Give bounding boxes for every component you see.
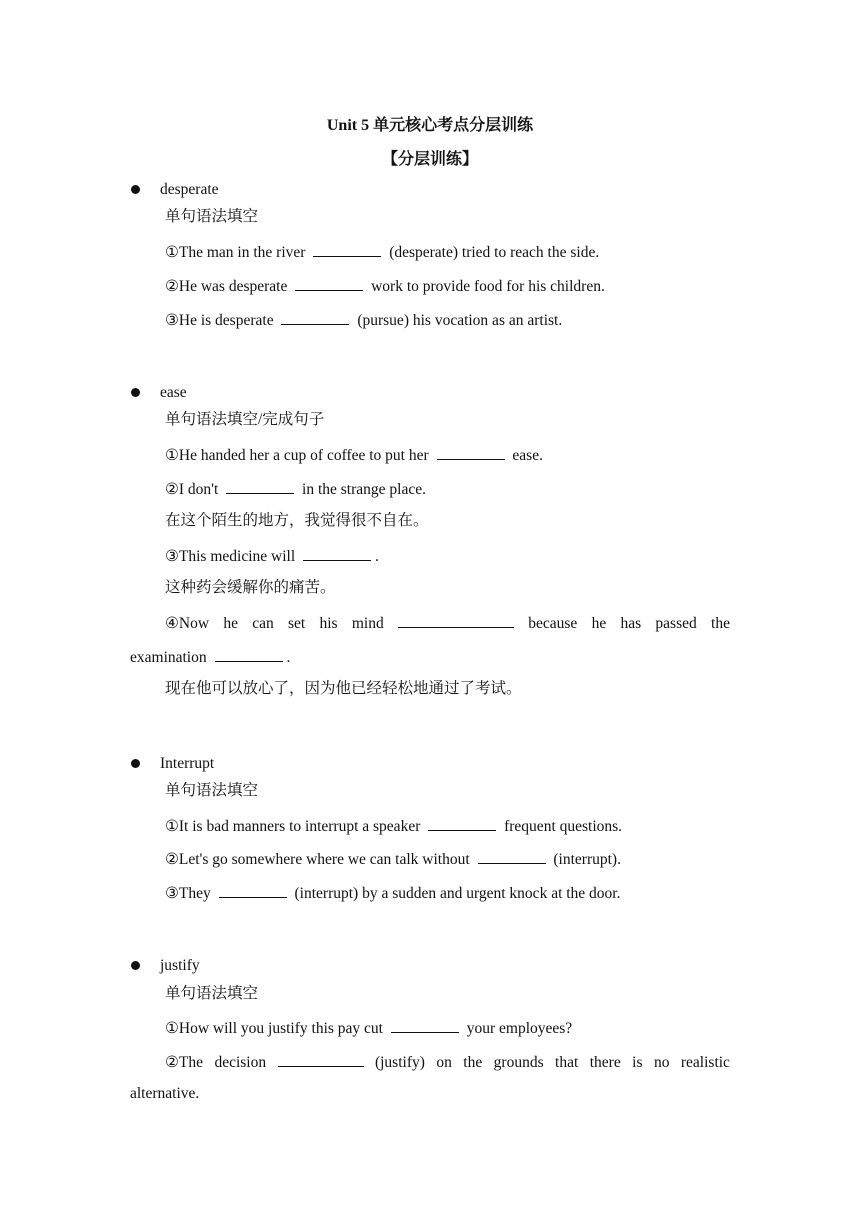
- answer-blank[interactable]: [215, 647, 283, 662]
- keyword-desperate: desperate: [160, 181, 219, 198]
- exercise-sentence-continued: examination .: [130, 649, 291, 666]
- answer-blank[interactable]: [219, 883, 287, 898]
- exercise-sentence: ②Let's go somewhere where we can talk without (interrupt).: [165, 851, 621, 868]
- exercise-sentence: ①The man in the river (desperate) tried to reach the side.: [165, 244, 600, 261]
- section-heading: 【分层训练】: [381, 151, 478, 168]
- exercise-instruction: 单句语法填空/完成句子: [165, 411, 325, 428]
- chinese-translation: 现在他可以放心了，因为他已经轻松地通过了考试。: [165, 680, 522, 697]
- exercise-instruction: 单句语法填空: [165, 208, 259, 225]
- keyword-interrupt: Interrupt: [160, 755, 215, 772]
- exercise-sentence-continued: alternative.: [130, 1085, 200, 1102]
- exercise-sentence: ①He handed her a cup of coffee to put her ease.: [165, 447, 543, 464]
- answer-blank[interactable]: [295, 276, 363, 291]
- answer-blank[interactable]: [428, 816, 496, 831]
- exercise-sentence: ③He is desperate (pursue) his vocation as an artist.: [165, 312, 563, 329]
- chinese-translation: 这种药会缓解你的痛苦。: [165, 579, 336, 596]
- exercise-sentence: ③This medicine will .: [165, 548, 379, 565]
- exercise-sentence: ③They (interrupt) by a sudden and urgent knock at the door.: [165, 885, 621, 902]
- bullet-icon: [131, 388, 140, 397]
- answer-blank[interactable]: [226, 479, 294, 494]
- exercise-instruction: 单句语法填空: [165, 782, 259, 799]
- exercise-sentence: ②The decision (justify) on the grounds that there is no realistic: [165, 1054, 730, 1071]
- exercise-sentence: ②He was desperate work to provide food for his children.: [165, 278, 605, 295]
- page-title: Unit 5 单元核心考点分层训练: [326, 117, 534, 134]
- answer-blank[interactable]: [437, 445, 505, 460]
- answer-blank[interactable]: [391, 1018, 459, 1033]
- chinese-translation: 在这个陌生的地方，我觉得很不自在。: [165, 512, 429, 529]
- answer-blank[interactable]: [313, 242, 381, 257]
- answer-blank[interactable]: [278, 1052, 364, 1067]
- answer-blank[interactable]: [281, 310, 349, 325]
- bullet-icon: [131, 759, 140, 768]
- answer-blank[interactable]: [303, 546, 371, 561]
- answer-blank[interactable]: [478, 849, 546, 864]
- exercise-sentence: ②I don't in the strange place.: [165, 481, 426, 498]
- keyword-justify: justify: [160, 957, 200, 974]
- keyword-ease: ease: [160, 384, 187, 401]
- answer-blank[interactable]: [398, 613, 514, 628]
- exercise-instruction: 单句语法填空: [165, 985, 259, 1002]
- exercise-sentence: ①It is bad manners to interrupt a speaker frequent questions.: [165, 818, 623, 835]
- exercise-sentence: ④Now he can set his mind because he has passed the: [165, 615, 730, 632]
- bullet-icon: [131, 961, 140, 970]
- bullet-icon: [131, 185, 140, 194]
- exercise-sentence: ①How will you justify this pay cut your employees?: [165, 1020, 573, 1037]
